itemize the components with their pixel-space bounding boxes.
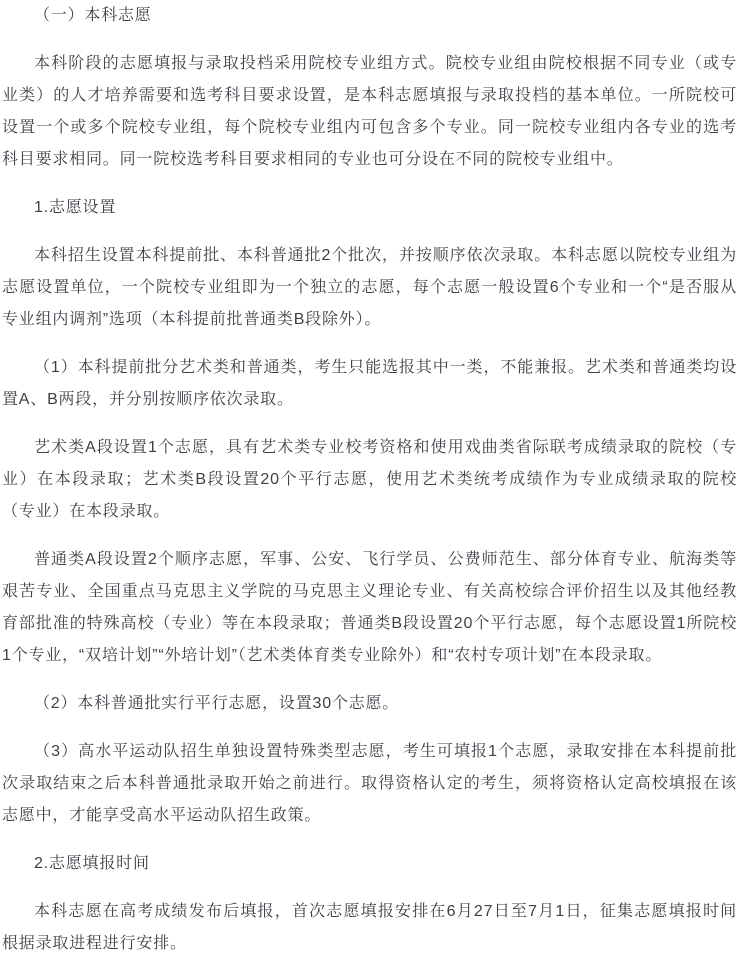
section-subheading: 1.志愿设置: [34, 199, 117, 216]
body-paragraph: 普通类A段设置2个顺序志愿，军事、公安、飞行学员、公费师范生、部分体育专业、航海类等艰苦专业、全国重点马克思主义学院的马克思主义理论专业、有关高校综合评价招生以及其他经教育部批准的特殊高校（专业）等在本段录取；普通类B段设置20个平行志愿，每个志愿设置1所院校1个专业，“双培计划”“外培计划”（艺术类体育类专业除外）和“农村专项计划”在本段录取。: [2, 551, 737, 664]
body-paragraph: （3）高水平运动队招生单独设置特殊类型志愿，考生可填报1个志愿，录取安排在本科提前批次录取结束之后本科普通批录取开始之前进行。取得资格认定的考生，须将资格认定高校填报在该志愿中，才能享受高水平运动队招生政策。: [2, 743, 737, 824]
body-paragraph: 本科志愿在高考成绩发布后填报，首次志愿填报安排在6月27日至7月1日，征集志愿填报时间根据录取进程进行安排。: [2, 903, 737, 952]
section-subheading: 2.志愿填报时间: [34, 855, 150, 872]
section-subheading: （一）本科志愿: [34, 7, 152, 24]
body-paragraph: 艺术类A段设置1个志愿，具有艺术类专业校考资格和使用戏曲类省际联考成绩录取的院校（专业）在本段录取；艺术类B段设置20个平行志愿，使用艺术类统考成绩作为专业成绩录取的院校（专业）在本段录取。: [2, 439, 737, 520]
body-paragraph: （1）本科提前批分艺术类和普通类，考生只能选报其中一类，不能兼报。艺术类和普通类均设置A、B两段，并分别按顺序依次录取。: [2, 359, 737, 408]
paragraph-list: [2, 0, 737, 960]
body-paragraph: 本科阶段的志愿填报与录取投档采用院校专业组方式。院校专业组由院校根据不同专业（或专业类）的人才培养需要和选考科目要求设置，是本科志愿填报与录取投档的基本单位。一所院校可设置一个或多个院校专业组，每个院校专业组内可包含多个专业。同一院校专业组内各专业的选考科目要求相同。同一院校选考科目要求相同的专业也可分设在不同的院校专业组中。: [2, 55, 737, 168]
body-paragraph: 本科招生设置本科提前批、本科普通批2个批次，并按顺序依次录取。本科志愿以院校专业组为志愿设置单位，一个院校专业组即为一个独立的志愿，每个志愿一般设置6个专业和一个“是否服从专业组内调剂”选项（本科提前批普通类B段除外）。: [2, 247, 737, 328]
body-paragraph: （2）本科普通批实行平行志愿，设置30个志愿。: [34, 695, 400, 712]
